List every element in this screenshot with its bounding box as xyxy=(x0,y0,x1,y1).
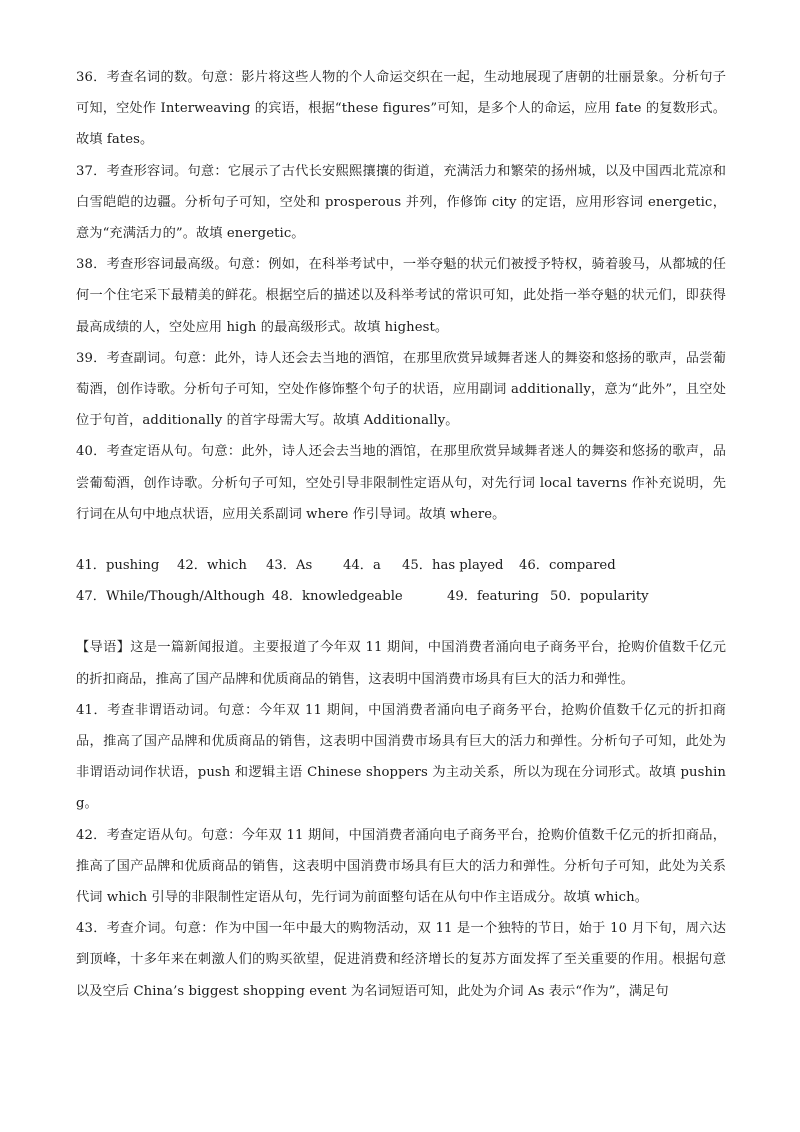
explanation-39: 39．考查副词。句意：此外，诗人还会去当地的酒馆，在那里欣赏异域舞者迷人的舞姿和悠扬的歌声，品尝葡萄酒，创作诗歌。分析句子可知，空处作修饰整个句子的状语，应用副词 additionally，意为“此外”，且空处位于句首，additionally 的首字母需大写。故填 Additionally。 xyxy=(76,350,726,429)
answer-48: 48．knowledgeable xyxy=(272,589,403,605)
answer-41: 41．pushing xyxy=(76,558,160,574)
answer-list xyxy=(76,550,726,612)
explanation-41: 41．考查非谓语动词。句意：今年双 11 期间，中国消费者涌向电子商务平台，抢购价值数千亿元的折扣商品，推高了国产品牌和优质商品的销售，这表明中国消费市场具有巨大的活力和弹性。分析句子可知，此处为非谓语动词作状语，push 和逻辑主语 Chinese shoppers 为主动关系，所以为现在分词形式。故填 pushing。 xyxy=(76,702,726,812)
answer-key-page xyxy=(76,62,726,1007)
answer-46: 46．compared xyxy=(519,558,616,574)
explanations-section-a xyxy=(76,62,726,530)
answer-42: 42．which xyxy=(177,558,247,574)
passage-intro: 【导语】这是一篇新闻报道。主要报道了今年双 11 期间，中国消费者涌向电子商务平台，抢购价值数千亿元的折扣商品，推高了国产品牌和优质商品的销售，这表明中国消费市场具有巨大的活力和弹性。 xyxy=(76,640,726,687)
explanation-36: 36．考查名词的数。句意：影片将这些人物的个人命运交织在一起，生动地展现了唐朝的壮丽景象。分析句子可知，空处作 Interweaving 的宾语，根据“these figures”可知，是多个人的命运，应用 fate 的复数形式。故填 fates。 xyxy=(76,70,726,148)
answer-row-1 xyxy=(76,550,726,581)
explanation-43: 43．考查介词。句意：作为中国一年中最大的购物活动，双 11 是一个独特的节日，始于 10 月下旬，周六达到顶峰，十多年来在刺激人们的购买欲望，促进消费和经济增长的复苏方面发挥了至关重要的作用。根据句意以及空后 China’s biggest shopping event 为名词短语可知，此处为介词 As 表示“作为”，满足句 xyxy=(76,921,726,999)
explanation-38: 38．考查形容词最高级。句意：例如，在科举考试中，一举夺魁的状元们被授予特权，骑着骏马，从都城的任何一个住宅采下最精美的鲜花。根据空后的描述以及科举考试的常识可知，此处指一举夺魁的状元们，即获得最高成绩的人，空处应用 high 的最高级形式。故填 highest。 xyxy=(76,257,726,335)
explanation-37: 37．考查形容词。句意：它展示了古代长安熙熙攘攘的街道，充满活力和繁荣的扬州城，以及中国西北荒凉和白雪皑皑的边疆。分析句子可知，空处和 prosperous 并列，作修饰 city 的定语，应用形容词 energetic，意为“充满活力的”。故填 energetic。 xyxy=(76,163,726,242)
answer-47: 47．While/Though/Although xyxy=(76,589,265,605)
explanation-42: 42．考查定语从句。句意：今年双 11 期间，中国消费者涌向电子商务平台，抢购价值数千亿元的折扣商品，推高了国产品牌和优质商品的销售，这表明中国消费市场具有巨大的活力和弹性。分析句子可知，此处为关系代词 which 引导的非限制性定语从句，先行词为前面整句话在从句中作主语成分。故填 which。 xyxy=(76,827,726,906)
explanation-40: 40．考查定语从句。句意：此外，诗人还会去当地的酒馆，在那里欣赏异域舞者迷人的舞姿和悠扬的歌声，品尝葡萄酒，创作诗歌。分析句子可知，空处引导非限制性定语从句，对先行词 local taverns 作补充说明，先行词在从句中地点状语，应用关系副词 where 作引导词。故填 where。 xyxy=(76,444,726,522)
answer-44: 44．a xyxy=(343,558,381,574)
answer-49: 49．featuring xyxy=(447,589,539,605)
answer-45: 45．has played xyxy=(402,558,504,574)
answer-row-2 xyxy=(76,581,726,612)
explanations-section-b xyxy=(76,632,726,1006)
answer-43: 43．As xyxy=(266,558,313,574)
answer-50: 50．popularity xyxy=(550,589,649,605)
